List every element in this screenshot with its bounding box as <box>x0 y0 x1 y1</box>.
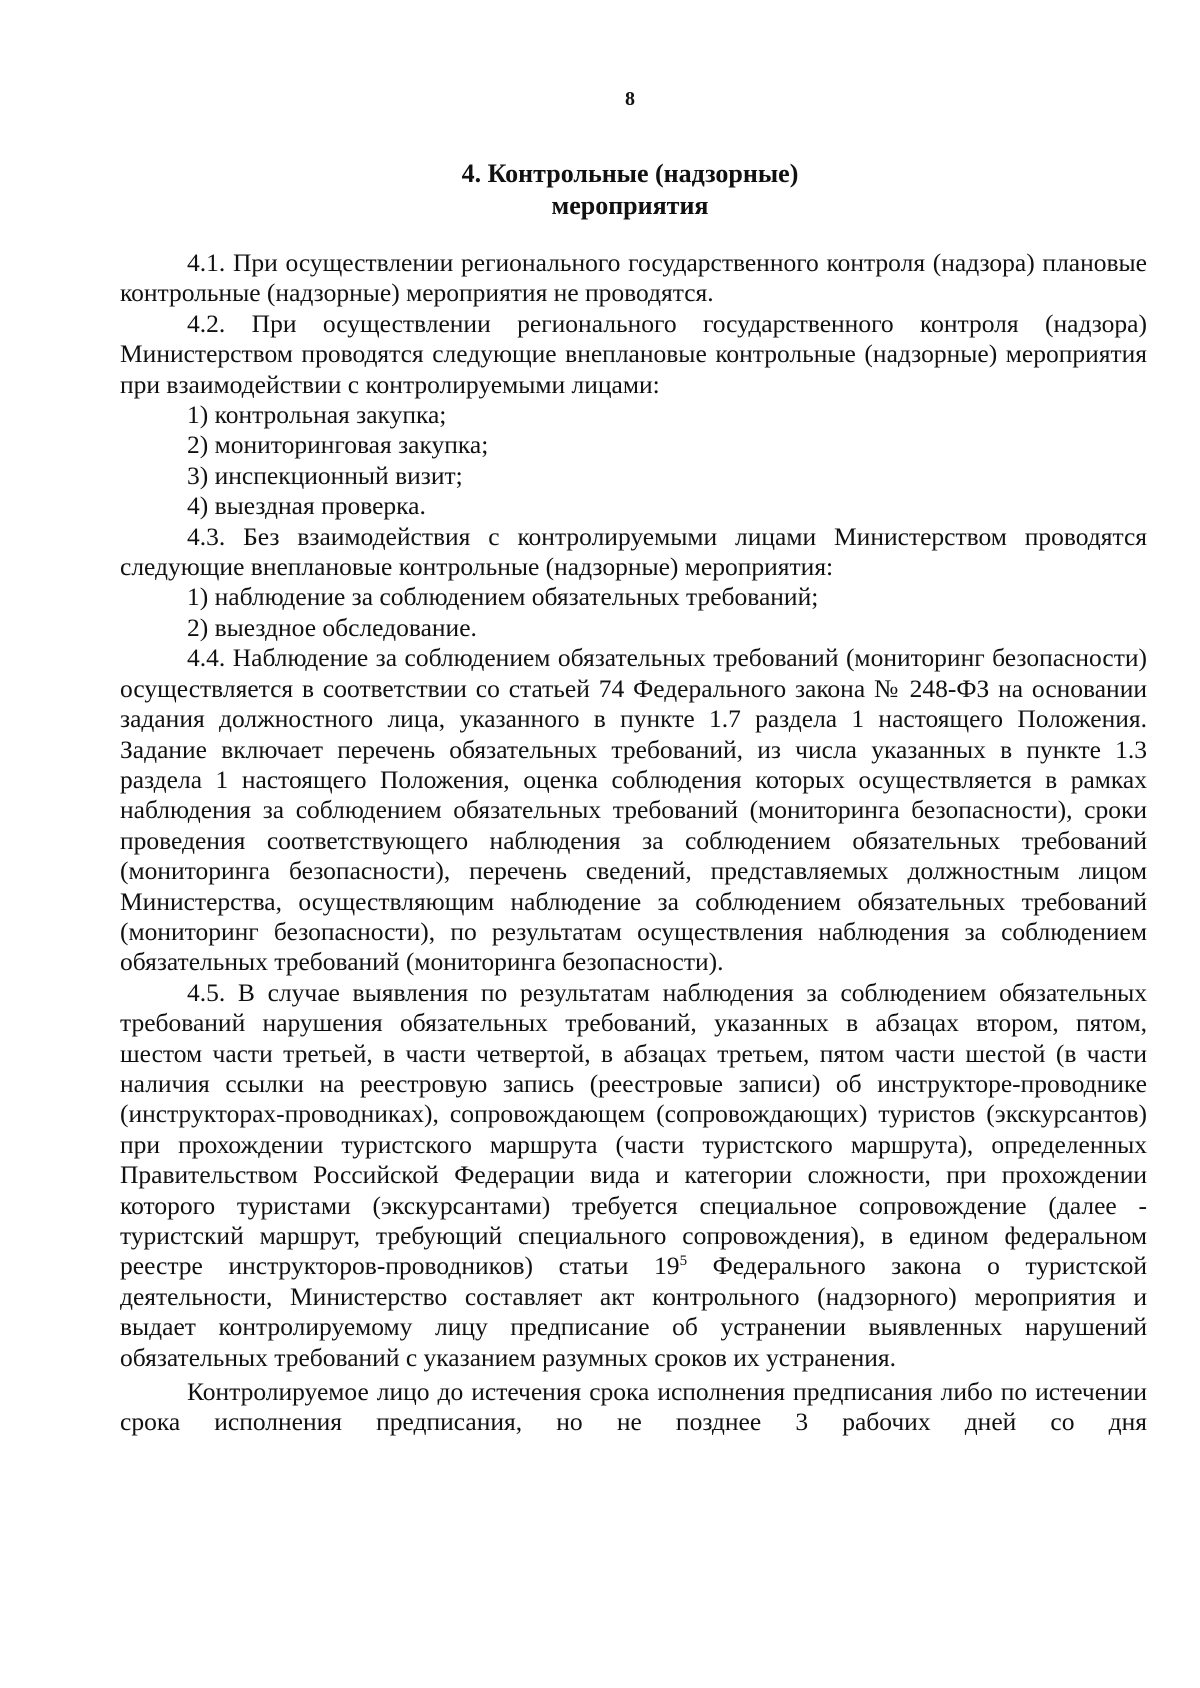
section-heading <box>30 158 1200 222</box>
list-item: 4) выездная проверка. <box>187 491 426 521</box>
list-item: 2) выездное обследование. <box>187 612 477 642</box>
page-number: 8 <box>625 88 635 110</box>
list-item: 3) инспекционный визит; <box>187 460 463 490</box>
paragraph-4-3: 4.3. Без взаимодействия с контролируемыми лицами Министерством проводятся следующие внеплановые контрольные (надзорные) мероприятия: <box>120 521 1147 582</box>
section-heading-line-1: 4. Контрольные (надзорные) <box>461 159 799 188</box>
paragraph-4-5 <box>120 978 1147 1373</box>
paragraph-4-2: 4.2. При осуществлении регионального государственного контроля (надзора) Министерством проводятся следующие внеплановые контрольные (надзорные) мероприятия при взаимодействии с контролируемыми лицами: <box>120 308 1147 399</box>
list-item: 1) контрольная закупка; <box>187 400 447 430</box>
paragraph-4-4: 4.4. Наблюдение за соблюдением обязательных требований (мониторинг безопасности) осуществляется в соответствии со статьей 74 Федерального закона № 248-ФЗ на основании задания должностного лица, указанного в пункте 1.7 раздела 1 настоящего Положения. Задание включает перечень обязательных требований, из числа указанных в пункте 1.3 раздела 1 настоящего Положения, оценка соблюдения которых осуществляется в рамках наблюдения за соблюдением обязательных требований (мониторинга безопасности), сроки проведения соответствующего наблюдения за соблюдением обязательных требований (мониторинга безопасности), перечень сведений, представляемых должностным лицом Министерства, осуществляющим наблюдение за соблюдением обязательных требований (мониторинг безопасности), по результатам осуществления наблюдения за соблюдением обязательных требований (мониторинга безопасности). <box>120 643 1147 977</box>
section-heading-line-2: мероприятия <box>551 191 709 220</box>
list-item: 2) мониторинговая закупка; <box>187 430 489 460</box>
paragraph-4-5-text-end: Федерального закона о туристской деятельности, Министерство составляет акт контрольного (надзорного) мероприятия и выдает контролируемому лицу предписание об устранении выявленных нарушений обязательных требований с указанием разумных сроков их устранения. <box>120 1251 1147 1372</box>
superscript-article-index: 5 <box>679 1253 688 1270</box>
paragraph-4-5-text-start: 4.5. В случае выявления по результатам наблюдения за соблюдением обязательных требований нарушения обязательных требований, указанных в абзацах втором, пятом, шестом части третьей, в части четвертой, в абзацах третьем, пятом части шестой (в части наличия ссылки на реестровую запись (реестровые записи) об инструкторе-проводнике (инструкторах-проводниках), сопровождающем (сопровождающих) туристов (экскурсантов) при прохождении туристского маршрута (части туристского маршрута), определенных Правительством Российской Федерации вида и категории сложности, при прохождении которого туристами (экскурсантами) требуется специальное сопровождение (далее - туристский маршрут, требующий специального сопровождения), в едином федеральном реестре инструкторов-проводников) статьи 19 <box>120 977 1147 1281</box>
list-item: 1) наблюдение за соблюдением обязательных требований; <box>187 582 819 612</box>
document-body <box>120 248 1147 1438</box>
paragraph-4-1: 4.1. При осуществлении регионального государственного контроля (надзора) плановые контрольные (надзорные) мероприятия не проводятся. <box>120 248 1147 308</box>
paragraph-controlled-person: Контролируемое лицо до истечения срока исполнения предписания либо по истечении срока исполнения предписания, но не позднее 3 рабочих дней со дня <box>120 1377 1147 1437</box>
